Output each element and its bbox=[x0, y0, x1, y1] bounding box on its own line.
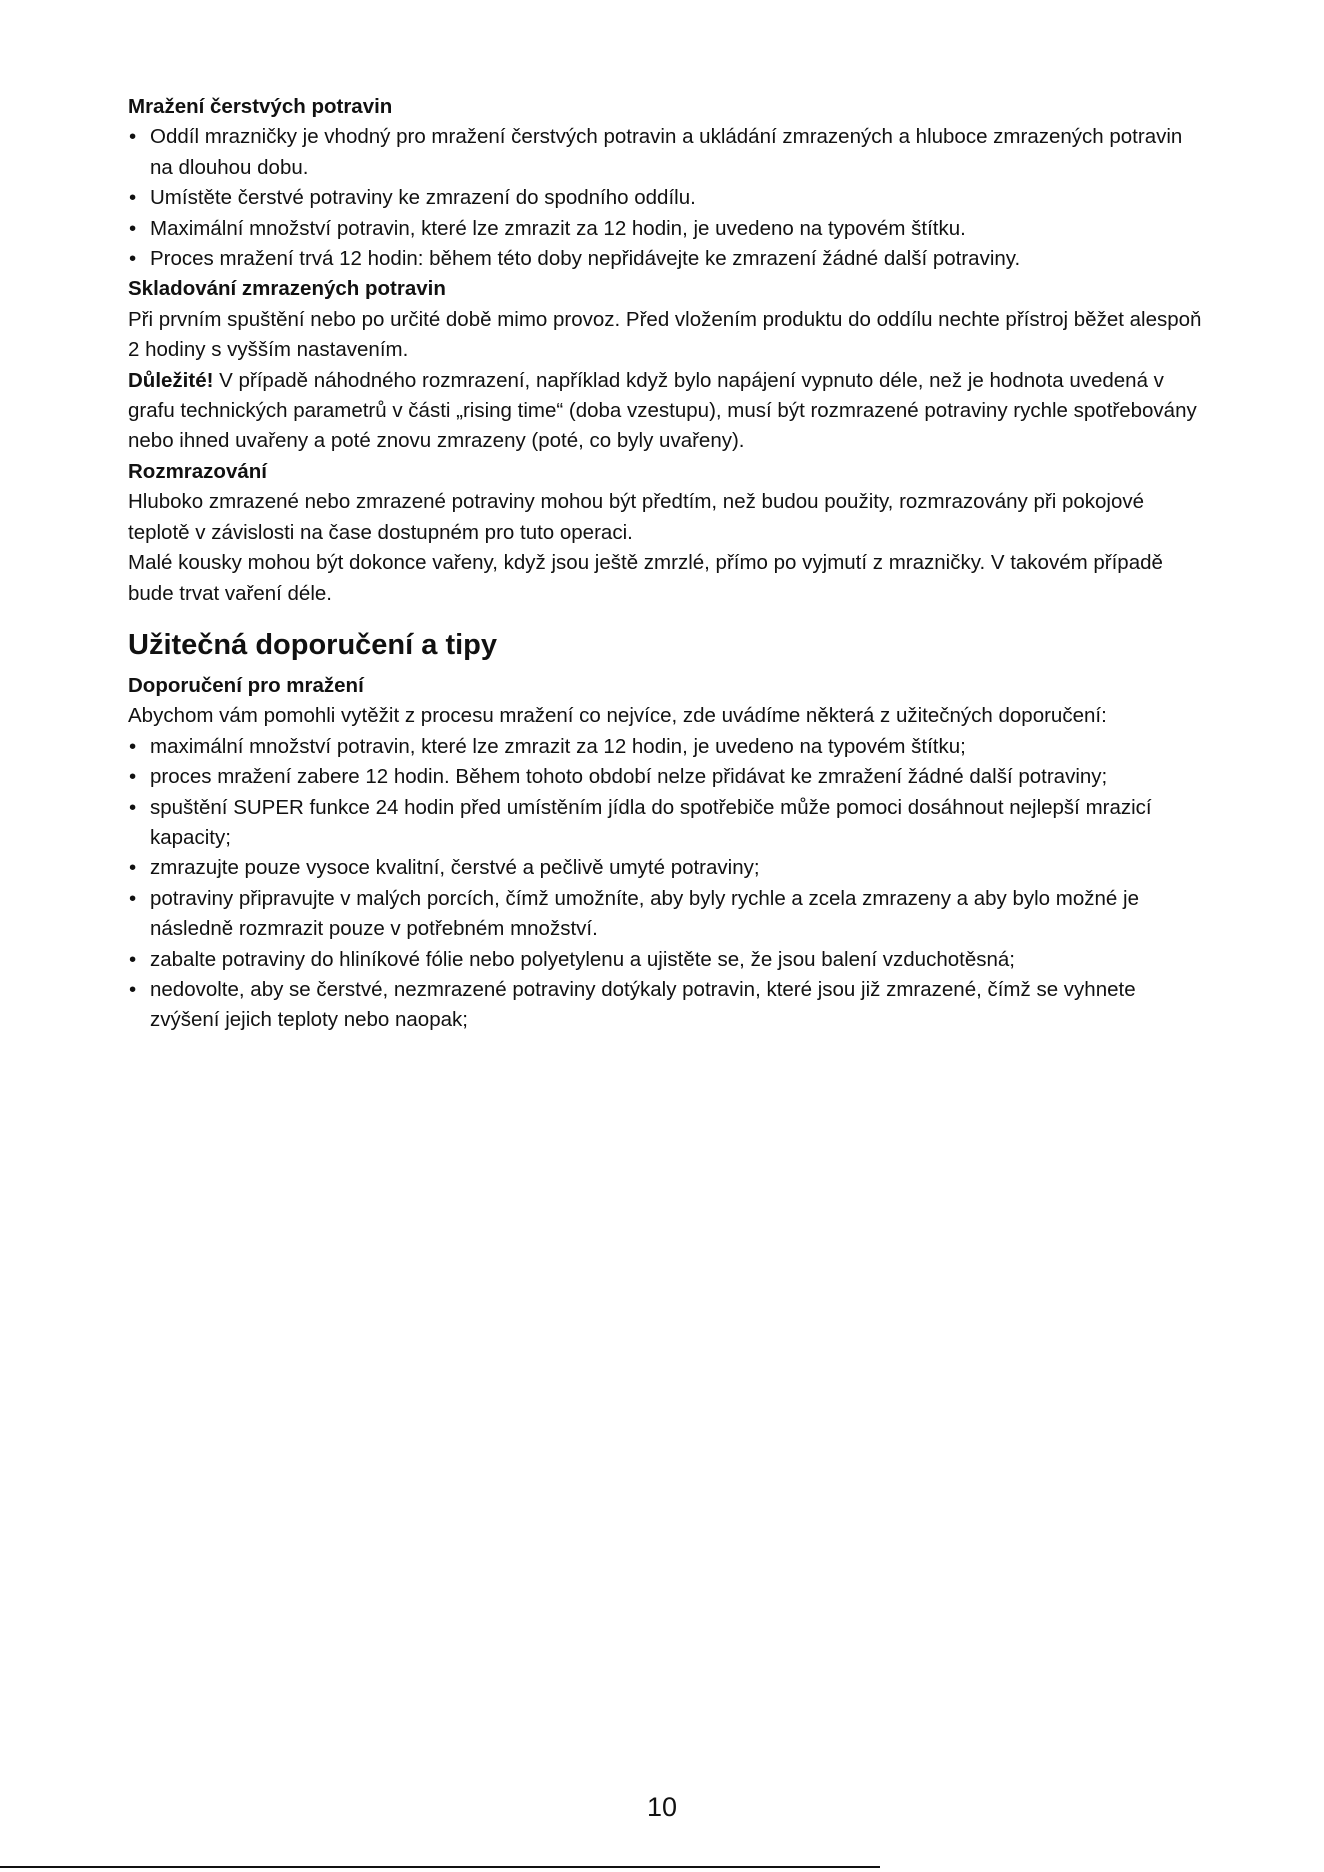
list-item-text: zabalte potraviny do hliníkové fólie nebo polyetylenu a ujistěte se, že jsou balení vzduchotěsná; bbox=[150, 947, 1015, 971]
list-item-text: proces mražení zabere 12 hodin. Během tohoto období nelze přidávat ke zmražení žádné další potraviny; bbox=[150, 765, 1108, 789]
bullet-icon: • bbox=[129, 247, 137, 271]
list-item bbox=[128, 793, 1208, 854]
list-item-text: spuštění SUPER funkce 24 hodin před umístěním jídla do spotřebiče může pomoci dosáhnout nejlepší mrazicí kapacity; bbox=[150, 795, 1152, 849]
important-text: V případě náhodného rozmrazení, například když bylo napájení vypnuto déle, než je hodnota uvedená v grafu technických parametrů v části „rising time“ (doba vzestupu), musí být rozmrazené potraviny rychle spotřebovány nebo ihned uvařeny a poté znovu zmrazeny (poté, co byly uvařeny). bbox=[128, 368, 1197, 453]
bullet-icon: • bbox=[129, 216, 137, 240]
section-heading-thawing: Rozmrazování bbox=[128, 459, 267, 483]
list-item-text: Maximální množství potravin, které lze zmrazit za 12 hodin, je uvedeno na typovém štítku. bbox=[150, 216, 966, 240]
list-item-text: nedovolte, aby se čerstvé, nezmrazené potraviny dotýkaly potravin, které jsou již zmrazené, čímž se vyhnete zvýšení jejich teploty nebo naopak; bbox=[150, 977, 1136, 1032]
list-item bbox=[128, 884, 1208, 945]
list-item bbox=[128, 732, 1208, 762]
list-item-text: Umístěte čerstvé potraviny ke zmrazení do spodního oddílu. bbox=[150, 186, 696, 210]
bullet-icon: • bbox=[129, 765, 137, 789]
list-item bbox=[128, 183, 1208, 213]
important-label: Důležité! bbox=[128, 368, 214, 392]
bullet-icon: • bbox=[129, 125, 137, 149]
section-heading-freezing-fresh: Mražení čerstvých potravin bbox=[128, 95, 393, 118]
tips-list bbox=[128, 732, 1208, 1036]
important-note bbox=[128, 366, 1208, 457]
storing-frozen-paragraph: Při prvním spuštění nebo po určité době mimo provoz. Před vložením produktu do oddílu nechte přístroj běžet alespoň 2 hodiny s vyšším nastavením. bbox=[128, 307, 1202, 362]
list-item bbox=[128, 214, 1208, 244]
bullet-icon: • bbox=[129, 886, 137, 910]
freezing-fresh-list bbox=[128, 122, 1208, 274]
list-item bbox=[128, 853, 1208, 883]
document-page bbox=[128, 92, 1208, 1036]
bullet-icon: • bbox=[129, 947, 137, 971]
list-item-text: zmrazujte pouze vysoce kvalitní, čerstvé a pečlivě umyté potraviny; bbox=[150, 856, 760, 880]
list-item bbox=[128, 975, 1208, 1036]
page-number: 10 bbox=[646, 1792, 678, 1822]
section-heading-storing-frozen: Skladování zmrazených potravin bbox=[128, 277, 446, 301]
bullet-icon: • bbox=[129, 734, 137, 758]
list-item bbox=[128, 122, 1208, 183]
thawing-paragraph-2: Malé kousky mohou být dokonce vařeny, když jsou ještě zmrzlé, přímo po vyjmutí z mrazničky. V takovém případě bude trvat vaření déle. bbox=[128, 551, 1163, 605]
bullet-icon: • bbox=[129, 795, 137, 819]
tips-intro: Abychom vám pomohli vytěžit z procesu mražení co nejvíce, zde uvádíme některá z užitečných doporučení: bbox=[128, 704, 1107, 728]
list-item-text: potraviny připravujte v malých porcích, čímž umožníte, aby byly rychle a zcela zmrazeny a aby bylo možné je následně rozmrazit pouze v potřebném množství. bbox=[150, 886, 1139, 941]
list-item bbox=[128, 762, 1208, 792]
list-item-text: Oddíl mrazničky je vhodný pro mražení čerstvých potravin a ukládání zmrazených a hluboce zmrazených potravin na dlouhou dobu. bbox=[150, 125, 1183, 179]
list-item-text: Proces mražení trvá 12 hodin: během této doby nepřidávejte ke zmrazení žádné další potraviny. bbox=[150, 247, 1021, 271]
bullet-icon: • bbox=[129, 856, 137, 880]
thawing-paragraph-1: Hluboko zmrazené nebo zmrazené potraviny mohou být předtím, než budou použity, rozmrazovány při pokojové teplotě v závislosti na čase dostupném pro tuto operaci. bbox=[128, 490, 1145, 544]
footer-divider bbox=[0, 1866, 880, 1868]
list-item bbox=[128, 244, 1208, 274]
tips-title: Užitečná doporučení a tipy bbox=[128, 628, 497, 661]
bullet-icon: • bbox=[129, 977, 137, 1001]
list-item-text: maximální množství potravin, které lze zmrazit za 12 hodin, je uvedeno na typovém štítku; bbox=[150, 734, 966, 758]
section-heading-freezing-tips: Doporučení pro mražení bbox=[128, 673, 364, 697]
bullet-icon: • bbox=[129, 186, 137, 210]
list-item bbox=[128, 945, 1208, 975]
